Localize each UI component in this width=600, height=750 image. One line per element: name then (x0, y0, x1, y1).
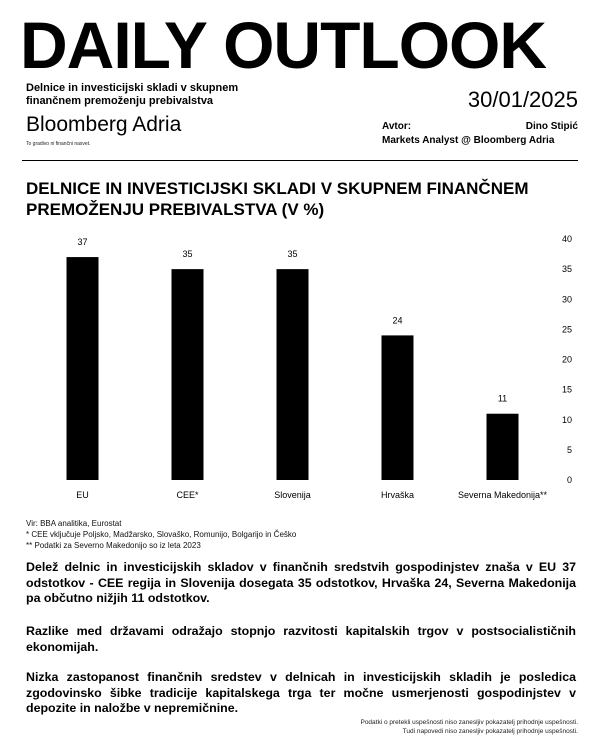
y-tick-label-3: 15 (561, 384, 572, 395)
author-label: Avtor: (382, 121, 412, 132)
chart-title: DELNICE IN INVESTICIJSKI SKLADI V SKUPNEM FINANČNEM PREMOŽENJU PREBIVALSTVA (V %) (26, 179, 529, 219)
disclaimer-line-2: Tudi napovedi niso zanesljiv pokazatelj prihodnje uspešnosti. (402, 728, 578, 735)
bars-layer (67, 257, 519, 480)
value-label-1: 35 (182, 249, 193, 260)
masthead-title: DAILY OUTLOOK (20, 8, 547, 82)
brand-note: To gradivo ni finančni nasvet. (26, 141, 91, 147)
value-label-2: 35 (287, 249, 298, 260)
category-label-3: Hrvaška (380, 490, 415, 500)
value-label-4: 11 (497, 393, 508, 404)
disclaimer (360, 718, 578, 736)
bar-3 (382, 335, 414, 480)
header-divider (22, 160, 578, 161)
author-name: Dino Stipić (525, 121, 578, 132)
report-subtitle: Delnice in investicijski skladi v skupnem finančnem premoženju prebivalstva (26, 82, 239, 107)
category-label-1: CEE* (176, 490, 199, 500)
bar-2 (277, 269, 309, 480)
category-label-0: EU (76, 490, 89, 500)
y-tick-label-5: 25 (561, 324, 572, 335)
y-tick-label-8: 40 (561, 234, 572, 244)
author-role: Markets Analyst @ Bloomberg Adria (382, 135, 555, 146)
footnote-north-macedonia: ** Podatki za Severno Makedonijo so iz leta 2023 (26, 541, 201, 550)
y-axis (562, 234, 572, 485)
report-date: 30/01/2025 (467, 87, 578, 112)
bar-1 (172, 269, 204, 480)
category-label-2: Slovenija (274, 490, 311, 500)
source-note: Vir: BBA analitika, Eurostat (26, 519, 122, 528)
y-tick-label-7: 35 (561, 264, 572, 275)
author-block (382, 120, 578, 148)
value-label-3: 24 (392, 315, 403, 326)
chart-notes (26, 518, 296, 551)
footnote-cee: * CEE vključuje Poljsko, Madžarsko, Slovaško, Romunijo, Bolgarijo in Češko (26, 530, 297, 539)
paragraph-2: Razlike med državami odražajo stopnjo razvitosti kapitalskih trgov v postsocialističnih ekonomijah. (26, 624, 576, 654)
y-tick-label-0: 0 (566, 475, 572, 485)
bar-4 (487, 414, 519, 480)
labels-layer (76, 237, 547, 500)
y-tick-label-1: 5 (566, 444, 572, 455)
value-label-0: 37 (77, 237, 88, 248)
bar-chart (0, 228, 600, 508)
y-tick-label-2: 10 (561, 414, 572, 425)
y-tick-label-4: 20 (561, 354, 572, 365)
disclaimer-line-1: Podatki o pretekli uspešnosti niso zanesljiv pokazatelj prihodnje uspešnosti. (360, 719, 578, 726)
bar-0 (67, 257, 99, 480)
paragraph-1: Delež delnic in investicijskih skladov v finančnih sredstvih gospodinjstev znaša v EU 37 odstotkov - CEE regija in Slovenija dosegata 35 odstotkov, Hrvaška 24, Severna Makedonija pa občutno nižjih 11 odstotkov. (26, 560, 576, 605)
brand-logo: Bloomberg Adria (26, 113, 182, 136)
category-label-4: Severna Makedonija** (457, 490, 548, 500)
y-tick-label-6: 30 (561, 294, 572, 305)
paragraph-3: Nizka zastopanost finančnih sredstev v delnicah in investicijskih skladih je posledica zgodovinsko šibke tradicije kapitalskega trga ter močne usmerjenosti gospodinjstev v depozite in naložbe v nepremičnine. (26, 670, 576, 715)
